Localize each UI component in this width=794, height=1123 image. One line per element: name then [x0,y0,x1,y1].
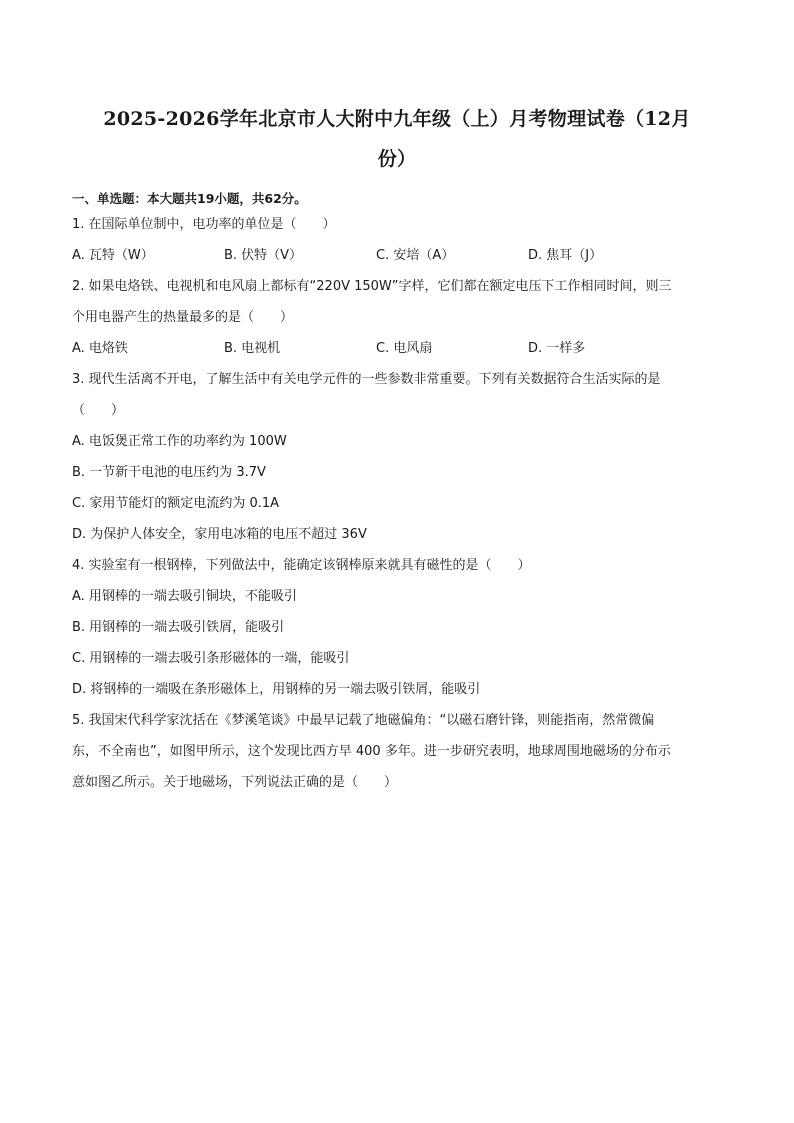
question-2 [72,271,722,364]
question-3 [72,364,722,550]
question-stem-line: 1. 在国际单位制中，电功率的单位是（ ） [72,217,336,232]
option-c[interactable]: C. 用钢棒的一端去吸引条形磁体的一端，能吸引 [72,651,350,666]
exam-title-line1: 2025-2026学年北京市人大附中九年级（上）月考物理试卷（12月 [103,108,691,130]
question-5 [72,705,722,798]
option-b[interactable]: B. 电视机 [224,341,281,356]
question-stem-line: （ ） [72,403,125,418]
question-stem-line: 3. 现代生活离不开电，了解生活中有关电学元件的一些参数非常重要。下列有关数据符合生活实际的是 [72,372,661,387]
option-b[interactable]: B. 伏特（V） [224,248,303,263]
question-stem-line: 意如图乙所示。关于地磁场，下列说法正确的是（ ） [72,775,398,790]
question-list [72,209,722,798]
question-stem-line: 4. 实验室有一根钢棒，下列做法中，能确定该钢棒原来就具有磁性的是（ ） [72,558,531,573]
question-stem-line: 东，不全南也”，如图甲所示，这个发现比西方早 400 多年。进一步研究表明，地球周围地磁场的分布示 [72,744,671,759]
option-d[interactable]: D. 焦耳（J） [528,248,603,263]
section-header [72,189,722,209]
option-a[interactable]: A. 电烙铁 [72,341,128,356]
question-4 [72,550,722,705]
option-row [72,240,722,271]
question-stem-line: 5. 我国宋代科学家沈括在《梦溪笔谈》中最早记载了地磁偏角：“以磁石磨针锋，则能指南，然常微偏 [72,713,655,728]
option-a[interactable]: A. 电饭煲正常工作的功率约为 100W [72,434,287,449]
option-c[interactable]: C. 安培（A） [376,248,455,263]
question-stem-line: 个用电器产生的热量最多的是（ ） [72,310,294,325]
option-a[interactable]: A. 用钢棒的一端去吸引铜块，不能吸引 [72,589,297,604]
option-c[interactable]: C. 电风扇 [376,341,433,356]
option-d[interactable]: D. 一样多 [528,341,586,356]
section-label: 一、单选题：本大题共19小题，共62分。 [72,191,307,206]
option-b[interactable]: B. 一节新干电池的电压约为 3.7V [72,465,266,480]
option-d[interactable]: D. 为保护人体安全，家用电冰箱的电压不超过 36V [72,527,367,542]
option-c[interactable]: C. 家用节能灯的额定电流约为 0.1A [72,496,280,511]
exam-title-line2: 份） [377,148,417,170]
option-b[interactable]: B. 用钢棒的一端去吸引铁屑，能吸引 [72,620,285,635]
exam-title [72,0,722,179]
question-stem-line: 2. 如果电烙铁、电视机和电风扇上都标有“220V 150W”字样，它们都在额定电压下工作相同时间，则三 [72,279,672,294]
option-row [72,333,722,364]
option-a[interactable]: A. 瓦特（W） [72,248,154,263]
question-1 [72,209,722,271]
option-d[interactable]: D. 将钢棒的一端吸在条形磁体上，用钢棒的另一端去吸引铁屑，能吸引 [72,682,481,697]
